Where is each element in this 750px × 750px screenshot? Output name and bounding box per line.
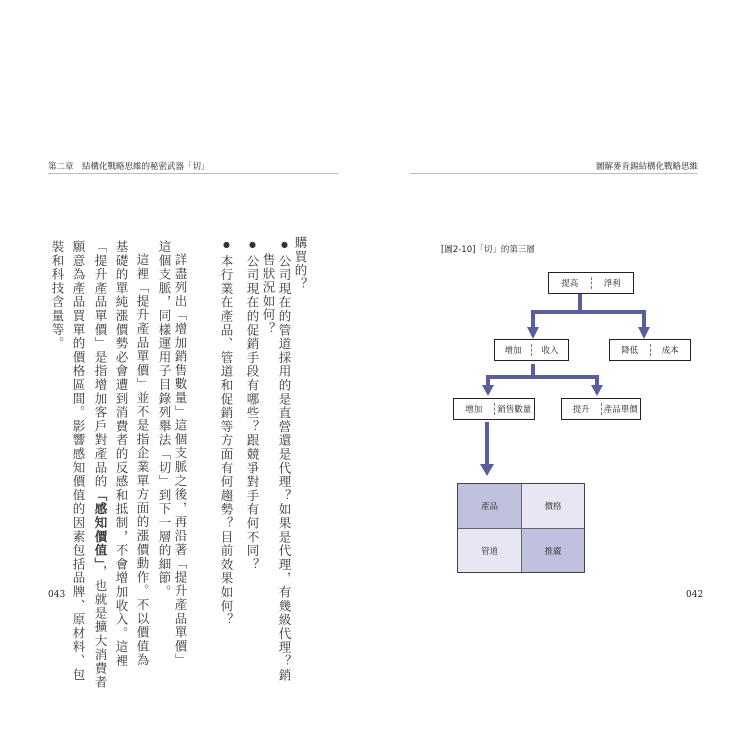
- node-verb: 降低: [621, 346, 639, 356]
- column-text: 基礎的單純漲價勢必會遭到消費者的反感和抵制，不會增加收入。這裡: [114, 240, 129, 668]
- node-verb: 提升: [572, 405, 590, 415]
- right-page-number: 042: [686, 590, 704, 600]
- column-text: 這個支脈，同樣運用子目錄列舉法「切」到下一層的細節。: [157, 240, 172, 599]
- right-page-header: 圖解麥肯錫結構化戰略思維: [595, 162, 698, 172]
- matrix-cell-price: 價格: [521, 484, 584, 528]
- matrix-cell-channel: 管道: [458, 528, 521, 572]
- node-increase-revenue: [494, 339, 569, 361]
- column-text: 售狀況如何？: [261, 253, 276, 336]
- arrow-head: [480, 464, 494, 476]
- marketing-mix-matrix: [457, 483, 585, 573]
- emphasis-text: 「感知價值」: [93, 488, 108, 565]
- bullet-icon: ●: [248, 240, 257, 251]
- matrix-cell-product: 產品: [458, 484, 521, 528]
- column-text: 購買的？: [293, 236, 308, 292]
- node-raise-unit-price: [561, 398, 641, 420]
- column-text: 公司現在的管道採用的是直營還是代理？如果是代理，有幾級代理？銷: [277, 254, 292, 683]
- node-verb: 增加: [504, 346, 522, 356]
- column-text: 詳盡列出「增加銷售數量」這個支脈之後，再沿著「提升產品單價」: [173, 253, 188, 667]
- arrow-head: [482, 385, 494, 396]
- column-text: 本行業在產品、管道和促銷等方面有何趨勢？目前效果如何？: [219, 254, 234, 627]
- arrow-head: [591, 385, 603, 396]
- connector-mid: [488, 364, 533, 386]
- column-text: 這裡「提升產品單價」並不是指企業單方面的漲價動作。不以價值為: [135, 253, 150, 667]
- column-text: 裝和科技含量等。: [50, 240, 65, 351]
- bullet-icon: ●: [280, 240, 289, 251]
- node-increase-sales-volume: [453, 398, 535, 420]
- node-object: 淨利: [603, 279, 621, 289]
- node-verb: 提高: [561, 279, 579, 289]
- bullet-icon: ●: [222, 240, 231, 251]
- left-page-header: 第二章 結構化戰略思維的秘密武器「切」: [48, 162, 210, 172]
- arrow-head: [527, 327, 539, 339]
- node-verb: 增加: [465, 405, 483, 415]
- left-page-number: 043: [48, 590, 66, 600]
- column-text: 「提升產品單價」是指增加客戶對產品的: [93, 240, 108, 489]
- connector-top: [533, 294, 580, 328]
- column-text: ，也就是擴大消費者: [93, 564, 108, 690]
- matrix-cell-promotion: 推廣: [521, 528, 584, 572]
- node-object: 銷售數量: [497, 405, 532, 415]
- column-text: 公司現在的促銷手段有哪些？跟競爭對手有何不同？: [245, 254, 260, 572]
- node-object: 成本: [661, 346, 679, 356]
- arrow-head: [638, 327, 650, 339]
- node-object: 產品單價: [603, 405, 638, 415]
- connector-top-right: [580, 312, 644, 328]
- connector-mid-right: [533, 377, 597, 386]
- node-raise-net-profit: [548, 272, 634, 294]
- column-text: 願意為產品買單的價格區間。影響感知價值的因素包括品牌、原材料、包: [71, 240, 86, 682]
- figure-caption: [圖2-10]「切」的第三層: [441, 245, 535, 255]
- node-reduce-cost: [609, 339, 691, 361]
- node-object: 收入: [541, 346, 559, 356]
- connector-lines: [487, 294, 644, 465]
